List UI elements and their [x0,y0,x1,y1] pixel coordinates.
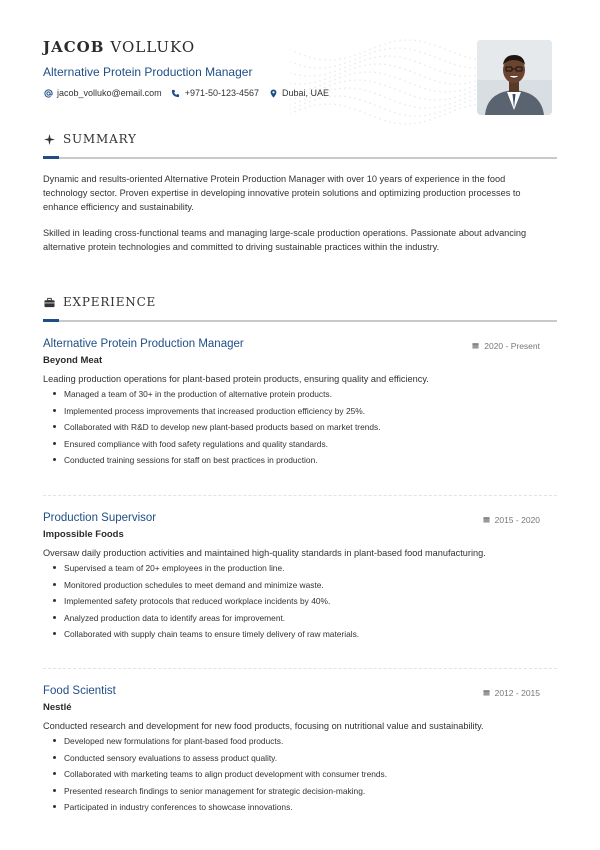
job-description: Oversaw daily production activities and maintained high-quality standards in plant-based food manufacturing. [43,548,486,558]
summary-paragraph: Skilled in leading cross-functional teams and managing large-scale production operations. Passionate about advancing alternative protein technologies and committed to driving sustainable practices within the industry. [43,228,527,252]
bullet-item: Collaborated with R&D to develop new plant-based products based on market trends. [43,420,557,437]
experience-heading: EXPERIENCE [63,295,157,309]
phone-text: +971-50-123-4567 [184,88,259,98]
sparkle-icon [43,133,55,145]
summary-rule [43,157,557,159]
job-date-text: 2012 - 2015 [494,688,540,698]
bullet-item: Implemented safety protocols that reduced workplace incidents by 40%. [43,594,557,611]
job-divider [43,668,557,669]
job-title: Alternative Protein Production Manager [43,338,244,350]
calendar-icon [472,342,480,350]
summary-section-header [43,132,137,146]
job-date-text: 2015 - 2020 [494,515,540,525]
company-name: Beyond Meat [43,355,103,366]
job-dates [483,515,540,525]
summary-text [43,172,543,266]
job-entry [43,685,557,817]
job-divider [43,495,557,496]
job-entry [43,338,557,470]
bullet-item: Conducted training sessions for staff on best practices in production. [43,453,557,470]
phone-icon [171,88,181,98]
email-contact[interactable] [43,88,162,98]
summary-heading: SUMMARY [63,132,137,146]
job-bullets [43,561,557,644]
experience-rule [43,320,557,322]
job-bullets [43,387,557,470]
job-title: Production Supervisor [43,512,157,524]
job-dates [483,688,540,698]
job-dates [472,341,540,351]
calendar-icon [483,689,491,697]
experience-section-header [43,295,156,309]
last-name: VOLLUKO [110,38,196,56]
bullet-item: Ensured compliance with food safety regulations and quality standards. [43,437,557,454]
summary-paragraph: Dynamic and results-oriented Alternative Protein Production Manager with over 10 years of experience in the food technology sector. Proven expertise in developing innovative protein solutions and optimizing production processes to enhance efficiency and sustainability. [43,174,521,212]
first-name: JACOB [43,38,105,56]
map-pin-icon [268,88,278,98]
location-text: Dubai, UAE [282,88,330,98]
job-description: Leading production operations for plant-based protein products, ensuring quality and efficiency. [43,374,429,384]
calendar-icon [483,516,491,524]
email-text: jacob_volluko@email.com [57,88,162,98]
bullet-item: Analyzed production data to identify areas for improvement. [43,611,557,628]
briefcase-icon [43,296,55,308]
location-contact [268,88,329,98]
bullet-item: Conducted sensory evaluations to assess product quality. [43,751,557,768]
bullet-item: Developed new formulations for plant-based food products. [43,734,557,751]
bullet-item: Monitored production schedules to meet demand and minimize waste. [43,578,557,595]
bullet-item: Managed a team of 30+ in the production of alternative protein products. [43,387,557,404]
bullet-item: Participated in industry conferences to showcase innovations. [43,800,557,817]
bullet-item: Collaborated with supply chain teams to ensure timely delivery of raw materials. [43,627,557,644]
job-title: Food Scientist [43,685,116,697]
at-icon [43,88,53,98]
job-entry [43,512,557,644]
company-name: Impossible Foods [43,529,124,540]
bullet-item: Supervised a team of 20+ employees in the production line. [43,561,557,578]
phone-contact[interactable] [171,88,259,98]
profile-photo [477,40,552,115]
company-name: Nestlé [43,702,72,713]
job-description: Conducted research and development for new food products, focusing on nutritional value and sustainability. [43,721,484,731]
job-date-text: 2020 - Present [484,341,540,351]
job-headline: Alternative Protein Production Manager [43,65,253,79]
job-bullets [43,734,557,817]
bullet-item: Implemented process improvements that increased production efficiency by 25%. [43,404,557,421]
bullet-item: Collaborated with marketing teams to align product development with consumer trends. [43,767,557,784]
bullet-item: Presented research findings to senior management for strategic decision-making. [43,784,557,801]
